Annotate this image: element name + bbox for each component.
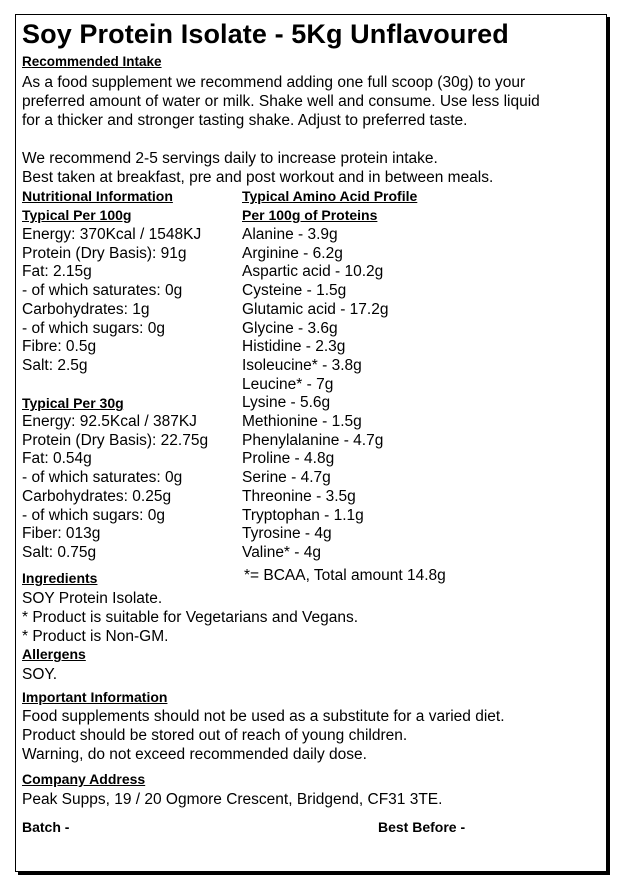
nutrition-row: Fiber: 013g [22, 525, 101, 543]
per-100g-list [22, 226, 201, 376]
amino-acid-subheading: Per 100g of Proteins [242, 207, 378, 223]
product-title: Soy Protein Isolate - 5Kg Unflavoured [22, 19, 509, 49]
amino-row: Glutamic acid - 17.2g [242, 300, 389, 318]
nutrition-row: Fibre: 0.5g [22, 338, 97, 356]
amino-row: Histidine - 2.3g [242, 338, 346, 356]
nutrition-row: Protein (Dry Basis): 91g [22, 244, 187, 262]
amino-row: Leucine* - 7g [242, 375, 334, 393]
batch-label: Batch - [22, 819, 70, 835]
intake-line: As a food supplement we recommend adding one full scoop (30g) to your [22, 74, 526, 91]
amino-row: Cysteine - 1.5g [242, 282, 347, 300]
nutrition-row: - of which saturates: 0g [22, 282, 183, 300]
amino-row: Arginine - 6.2g [242, 244, 343, 262]
allergens-heading: Allergens [22, 646, 86, 662]
bcaa-note: *= BCAA, Total amount 14.8g [244, 567, 446, 584]
amino-row: Threonine - 3.5g [242, 487, 356, 505]
important-line: Warning, do not exceed recommended daily dose. [22, 746, 367, 763]
ingredients-text [22, 589, 358, 646]
amino-row: Lysine - 5.6g [242, 394, 331, 412]
important-line: Product should be stored out of reach of young children. [22, 727, 408, 744]
nutrition-row: Fat: 2.15g [22, 263, 92, 281]
intake-line: Best taken at breakfast, pre and post workout and in between meals. [22, 169, 494, 186]
amino-row: Tryptophan - 1.1g [242, 506, 364, 524]
ingredients-heading: Ingredients [22, 570, 98, 586]
nutrition-row: - of which saturates: 0g [22, 469, 183, 487]
amino-row: Glycine - 3.6g [242, 319, 338, 337]
intake-spacer [22, 130, 540, 149]
per-30g-heading: Typical Per 30g [22, 395, 124, 411]
nutrition-row: Salt: 0.75g [22, 543, 97, 561]
amino-row: Proline - 4.8g [242, 450, 335, 468]
important-information-heading: Important Information [22, 689, 168, 705]
best-before-label: Best Before - [378, 819, 466, 835]
amino-row: Methionine - 1.5g [242, 413, 362, 431]
ingredients-line: SOY Protein Isolate. [22, 590, 163, 607]
nutritional-information-heading: Nutritional Information [22, 188, 173, 204]
nutrition-row: Carbohydrates: 0.25g [22, 487, 172, 505]
nutrition-row: Fat: 0.54g [22, 450, 92, 468]
recommended-intake-heading: Recommended Intake [22, 54, 162, 69]
amino-row: Isoleucine* - 3.8g [242, 356, 362, 374]
ingredients-line: * Product is suitable for Vegetarians and Vegans. [22, 609, 359, 626]
amino-row: Phenylalanine - 4.7g [242, 431, 384, 449]
nutrition-row: Energy: 92.5Kcal / 387KJ [22, 413, 197, 430]
amino-acid-heading: Typical Amino Acid Profile [242, 188, 418, 204]
nutrition-row: Carbohydrates: 1g [22, 300, 150, 318]
amino-row: Aspartic acid - 10.2g [242, 263, 384, 281]
nutrition-row: - of which sugars: 0g [22, 506, 166, 524]
amino-row: Valine* - 4g [242, 543, 321, 561]
important-information-text [22, 707, 505, 764]
amino-row: Alanine - 3.9g [242, 226, 338, 243]
nutrition-row: Protein (Dry Basis): 22.75g [22, 431, 209, 449]
intake-line: We recommend 2-5 servings daily to increase protein intake. [22, 150, 438, 167]
amino-acid-list [242, 226, 388, 563]
recommended-intake-text [22, 73, 540, 187]
company-address-text: Peak Supps, 19 / 20 Ogmore Crescent, Bridgend, CF31 3TE. [22, 791, 443, 808]
per-30g-list [22, 413, 208, 563]
company-address-heading: Company Address [22, 771, 146, 787]
intake-line: preferred amount of water or milk. Shake well and consume. Use less liquid [22, 93, 540, 110]
nutrition-row: Salt: 2.5g [22, 356, 88, 374]
intake-line: for a thicker and stronger tasting shake. Adjust to preferred taste. [22, 112, 468, 129]
nutrition-row: Energy: 370Kcal / 1548KJ [22, 226, 202, 243]
per-100g-heading: Typical Per 100g [22, 207, 132, 223]
allergens-text: SOY. [22, 666, 58, 683]
nutrition-row: - of which sugars: 0g [22, 319, 166, 337]
amino-row: Serine - 4.7g [242, 469, 331, 487]
important-line: Food supplements should not be used as a substitute for a varied diet. [22, 708, 505, 725]
ingredients-line: * Product is Non-GM. [22, 628, 169, 645]
amino-row: Tyrosine - 4g [242, 525, 332, 543]
